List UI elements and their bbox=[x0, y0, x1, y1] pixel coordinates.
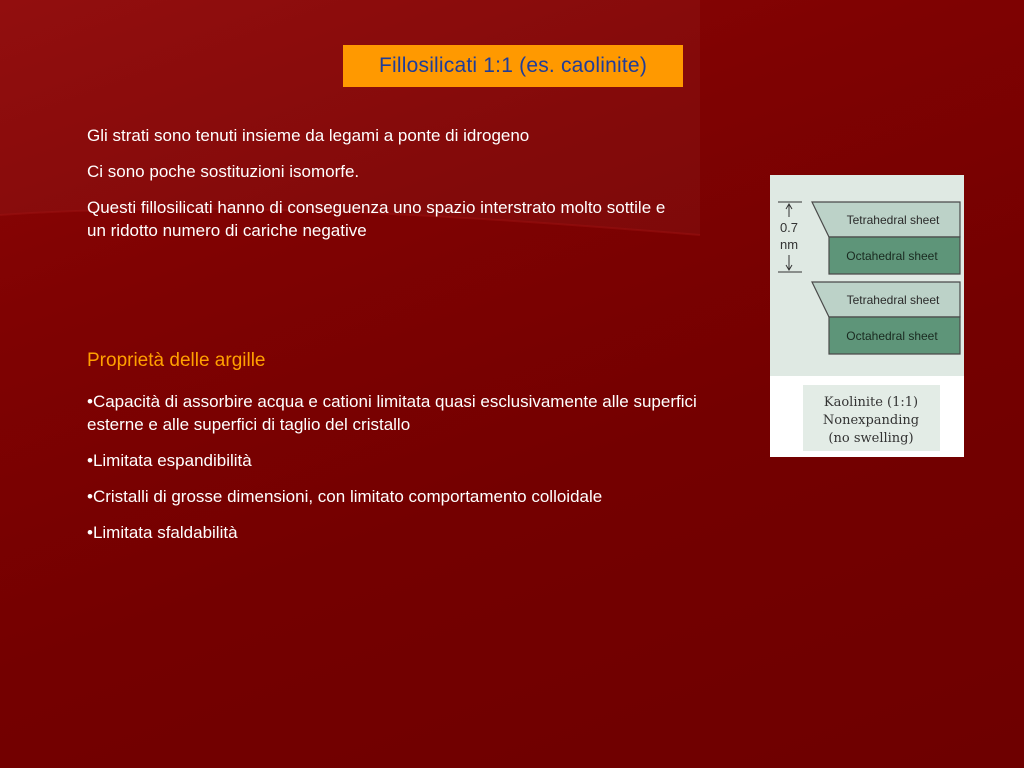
octahedral-sheet-1-label: Octahedral sheet bbox=[846, 249, 938, 263]
tetrahedral-sheet-2-label: Tetrahedral sheet bbox=[846, 293, 940, 307]
caption-line-1: Kaolinite (1:1) bbox=[823, 395, 919, 410]
bullet-limited-cleavability: •Limitata sfaldabilità bbox=[87, 523, 238, 542]
title-box bbox=[343, 45, 683, 87]
section-title-clay-properties: Proprietà delle argille bbox=[87, 350, 266, 371]
tetrahedral-sheet-1-label: Tetrahedral sheet bbox=[846, 213, 940, 227]
caption-line-2: Nonexpanding bbox=[822, 413, 920, 428]
paragraph-hydrogen-bonds: Gli strati sono tenuti insieme da legami a ponte di idrogeno bbox=[87, 126, 530, 145]
paragraph-isomorphic-substitutions: Ci sono poche sostituzioni isomorfe. bbox=[87, 162, 360, 181]
spacing-unit: nm bbox=[779, 237, 799, 252]
bullet-limited-expandability: •Limitata espandibilità bbox=[87, 451, 252, 470]
slide-title: Fillosilicati 1:1 (es. caolinite) bbox=[378, 54, 648, 77]
bullet-absorption-capacity: •Capacità di assorbire acqua e cationi limitata quasi esclusivamente alle superfici esterne e alle superfici di taglio del cristallo bbox=[87, 392, 697, 434]
bullet-large-crystals: •Cristalli di grosse dimensioni, con limitato comportamento colloidale bbox=[87, 487, 603, 506]
caption-line-3: (no swelling) bbox=[828, 431, 914, 446]
kaolinite-structure-figure bbox=[770, 175, 964, 457]
paragraph-interlayer-space: Questi fillosilicati hanno di conseguenza uno spazio interstrato molto sottile e un ridotto numero di cariche negative bbox=[87, 198, 666, 240]
octahedral-sheet-2-label: Octahedral sheet bbox=[846, 329, 938, 343]
spacing-value: 0.7 bbox=[779, 220, 799, 235]
kaolinite-diagram bbox=[770, 175, 964, 457]
